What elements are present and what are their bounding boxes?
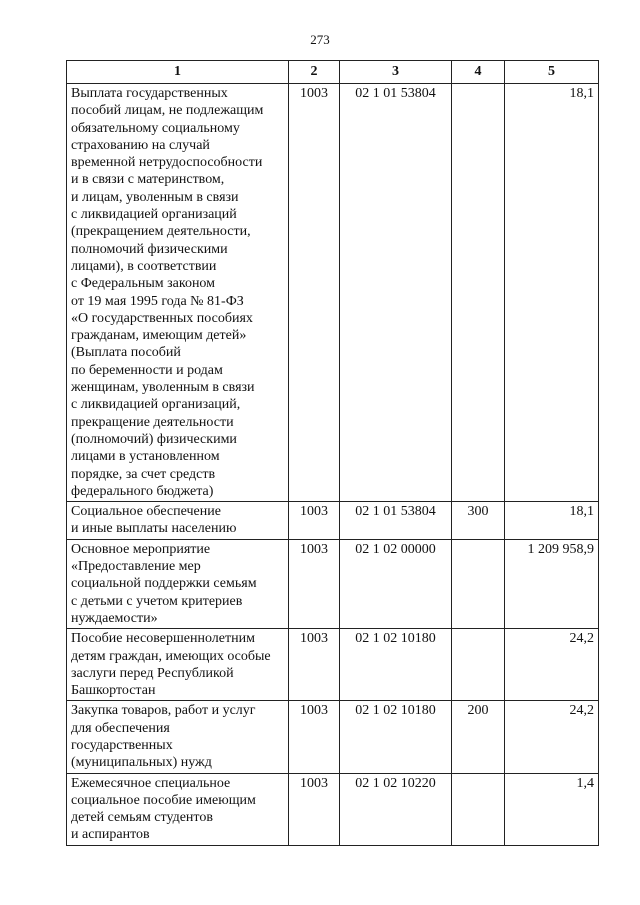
table-row [67,502,599,540]
row-name-line: и в связи с материнством, [71,172,225,188]
row-name-line: заслуги перед Республикой [71,665,234,681]
row-name-line: лицами), в соответствии [71,258,217,274]
table-row [67,539,599,628]
row-name-line: нуждаемости» [71,610,158,626]
row-name-line: для обеспечения [71,720,170,736]
row-name-line: гражданам, имеющим детей» [71,328,247,344]
row-code-cell: 02 1 02 10220 [340,773,452,845]
row-type-cell: 300 [452,502,505,540]
header-col-2: 2 [289,61,340,84]
row-name-line: от 19 мая 1995 года № 81-ФЗ [71,293,244,309]
row-type-cell [452,773,505,845]
row-name-line: Ежемесячное специальное [71,775,231,791]
row-name-line: федерального бюджета) [71,483,214,499]
header-col-1: 1 [67,61,289,84]
row-section-cell: 1003 [289,773,340,845]
table-row [67,773,599,845]
row-section-cell: 1003 [289,502,340,540]
row-amount-cell: 18,1 [505,84,599,502]
row-name-line: с Федеральным законом [71,276,216,292]
row-name-line: социальное пособие имеющим [71,792,256,808]
header-col-4: 4 [452,61,505,84]
row-type-cell [452,84,505,502]
row-name-line: детям граждан, имеющих особые [71,648,271,664]
row-name-line: лицами в установленном [71,449,220,465]
budget-table [66,60,599,846]
row-amount-cell: 1 209 958,9 [505,539,599,628]
row-code-cell: 02 1 02 00000 [340,539,452,628]
page-number: 273 [310,32,330,47]
row-name-line: государственных [71,737,173,753]
row-name-line: по беременности и родам [71,362,223,378]
row-name-line: (муниципальных) нужд [71,755,212,771]
table-row [67,629,599,701]
row-code-cell: 02 1 01 53804 [340,84,452,502]
table-row [67,701,599,773]
row-section-cell: 1003 [289,629,340,701]
row-name-line: с ликвидацией организаций, [71,397,241,413]
row-amount-cell: 1,4 [505,773,599,845]
row-name-line: пособий лицам, не подлежащим [71,103,264,119]
header-col-5: 5 [505,61,599,84]
row-name-line: Выплата государственных [71,86,228,101]
row-name-cell [67,539,289,628]
row-name-cell [67,773,289,845]
header-col-3: 3 [340,61,452,84]
row-name-line: (прекращением деятельности, [71,224,251,240]
row-section-cell: 1003 [289,701,340,773]
row-name-line: порядке, за счет средств [71,466,216,482]
table-row [67,84,599,502]
row-name-cell [67,84,289,502]
row-code-cell: 02 1 02 10180 [340,629,452,701]
row-name-cell [67,502,289,540]
row-name-line: Основное мероприятие [71,541,211,557]
row-code-cell: 02 1 01 53804 [340,502,452,540]
row-name-line: с детьми с учетом критериев [71,593,243,609]
row-name-line: и иные выплаты населению [71,521,237,537]
row-amount-cell: 24,2 [505,629,599,701]
row-name-cell [67,629,289,701]
row-name-line: Социальное обеспечение [71,504,221,520]
row-section-cell: 1003 [289,84,340,502]
row-name-line: Башкортостан [71,683,156,699]
row-type-cell: 200 [452,701,505,773]
header-row [67,61,599,84]
row-name-line: с ликвидацией организаций [71,207,237,223]
row-name-line: детей семьям студентов [71,810,213,826]
row-name-line: женщинам, уволенным в связи [71,380,255,396]
row-name-line: Закупка товаров, работ и услуг [71,703,256,719]
row-amount-cell: 24,2 [505,701,599,773]
row-name-line: прекращение деятельности [71,414,234,430]
row-name-line: (Выплата пособий [71,345,181,361]
row-name-cell [67,701,289,773]
row-name-line: (полномочий) физическими [71,431,237,447]
row-name-line: «Предоставление мер [71,559,201,575]
row-name-line: страхованию на случай [71,137,210,153]
row-type-cell [452,629,505,701]
row-name-line: и лицам, уволенным в связи [71,189,239,205]
row-section-cell: 1003 [289,539,340,628]
row-name-line: временной нетрудоспособности [71,155,263,171]
row-code-cell: 02 1 02 10180 [340,701,452,773]
row-amount-cell: 18,1 [505,502,599,540]
row-type-cell [452,539,505,628]
row-name-line: полномочий физическими [71,241,228,257]
row-name-line: обязательному социальному [71,120,240,136]
row-name-line: социальной поддержки семьям [71,576,257,592]
row-name-line: и аспирантов [71,827,150,843]
row-name-line: «О государственных пособиях [71,310,253,326]
row-name-line: Пособие несовершеннолетним [71,631,255,647]
